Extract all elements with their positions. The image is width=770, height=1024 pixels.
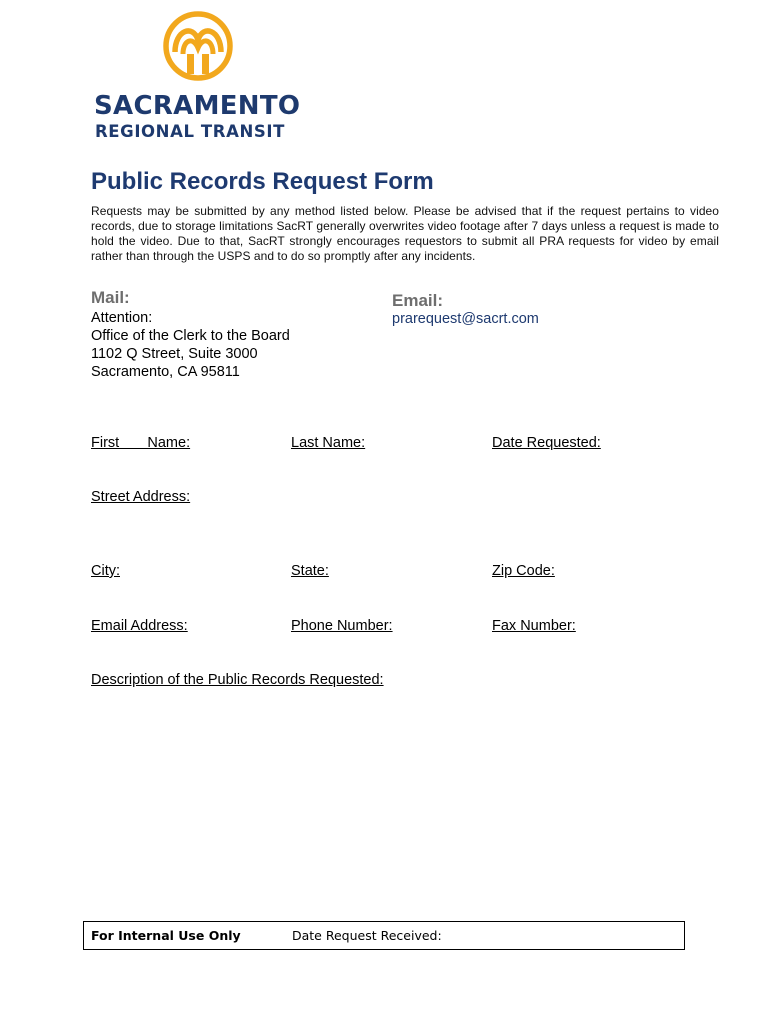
- page-title: Public Records Request Form: [91, 168, 434, 195]
- date-received-label: Date Request Received:: [292, 928, 442, 943]
- phone-number-field[interactable]: Phone Number:: [291, 618, 393, 634]
- date-requested-field[interactable]: Date Requested:: [492, 435, 601, 451]
- email-link[interactable]: prarequest@sacrt.com: [392, 311, 539, 327]
- intro-paragraph: Requests may be submitted by any method listed below. Please be advised that if the request pertains to video records, due to storage limitations SacRT generally overwrites video footage after 7 days unless a request is made to hold the video. Due to that, SacRT strongly encourages requestors to submit all PRA requests for video by email rather than through the USPS and to do so promptly after any incidents.: [91, 204, 719, 263]
- mail-line: Sacramento, CA 95811: [91, 364, 240, 380]
- internal-use-box: [83, 921, 685, 950]
- mail-line: Attention:: [91, 310, 153, 326]
- sacrt-emblem-icon: [163, 10, 233, 82]
- city-field[interactable]: City:: [91, 563, 120, 579]
- mail-line: Office of the Clerk to the Board 1102 Q Street, Suite 3000: [91, 328, 290, 362]
- mail-heading: Mail:: [91, 288, 130, 307]
- mail-address: [91, 309, 291, 381]
- email-address-field[interactable]: Email Address:: [91, 618, 188, 634]
- sacrt-logo: [90, 8, 310, 141]
- street-address-field[interactable]: Street Address:: [91, 489, 191, 505]
- first-name-field[interactable]: First Name:: [91, 435, 191, 451]
- email-heading: Email:: [392, 291, 444, 310]
- fax-number-field[interactable]: Fax Number:: [492, 618, 576, 634]
- logo-subtitle: REGIONAL TRANSIT: [95, 122, 285, 141]
- last-name-field[interactable]: Last Name:: [291, 435, 366, 451]
- internal-use-label: For Internal Use Only: [91, 928, 241, 943]
- logo-name: SACRAMENTO: [94, 91, 301, 121]
- state-field[interactable]: State:: [291, 563, 329, 579]
- zip-code-field[interactable]: Zip Code:: [492, 563, 555, 579]
- description-field[interactable]: Description of the Public Records Requested:: [91, 672, 384, 688]
